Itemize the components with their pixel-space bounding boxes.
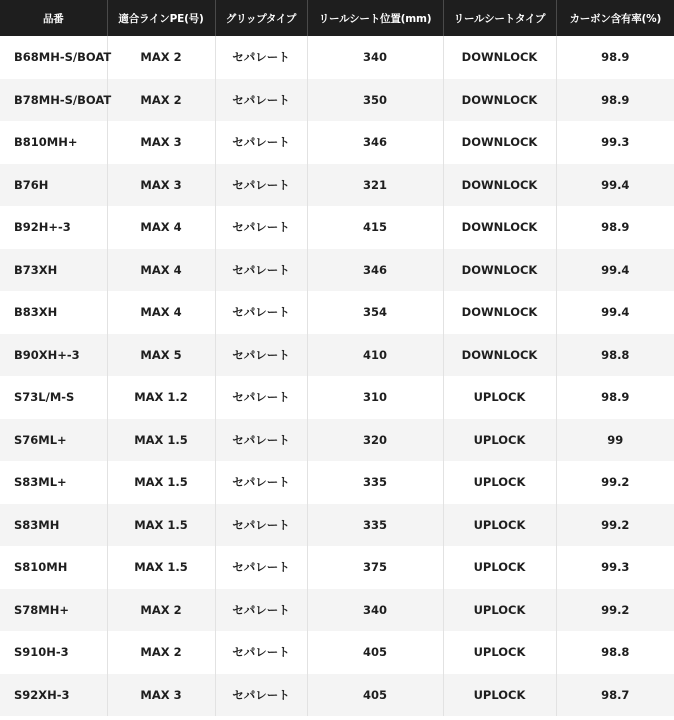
line-pe-cell: MAX 1.5 bbox=[107, 504, 215, 547]
table-row bbox=[0, 249, 674, 292]
table-row bbox=[0, 79, 674, 122]
grip-type-cell: セパレート bbox=[215, 164, 307, 207]
model-cell: S92XH-3 bbox=[0, 674, 107, 717]
header-reel-seat-type: リールシートタイプ bbox=[443, 0, 556, 36]
model-cell: B76H bbox=[0, 164, 107, 207]
line-pe-cell: MAX 2 bbox=[107, 631, 215, 674]
grip-type-cell: セパレート bbox=[215, 36, 307, 79]
line-pe-cell: MAX 5 bbox=[107, 334, 215, 377]
line-pe-cell: MAX 2 bbox=[107, 79, 215, 122]
grip-type-cell: セパレート bbox=[215, 589, 307, 632]
line-pe-cell: MAX 2 bbox=[107, 589, 215, 632]
reel-seat-type-cell: UPLOCK bbox=[443, 419, 556, 462]
table-header-row bbox=[0, 0, 674, 36]
grip-type-cell: セパレート bbox=[215, 546, 307, 589]
table-row bbox=[0, 291, 674, 334]
grip-type-cell: セパレート bbox=[215, 121, 307, 164]
model-cell: S76ML+ bbox=[0, 419, 107, 462]
reel-seat-position-cell: 320 bbox=[307, 419, 443, 462]
table-row bbox=[0, 546, 674, 589]
reel-seat-type-cell: DOWNLOCK bbox=[443, 291, 556, 334]
reel-seat-type-cell: DOWNLOCK bbox=[443, 164, 556, 207]
reel-seat-position-cell: 354 bbox=[307, 291, 443, 334]
table-row bbox=[0, 206, 674, 249]
reel-seat-type-cell: UPLOCK bbox=[443, 461, 556, 504]
carbon-content-cell: 98.8 bbox=[601, 347, 630, 362]
model-cell: S810MH bbox=[0, 546, 107, 589]
model-cell: B78MH-S/BOAT bbox=[0, 79, 107, 122]
carbon-content-cell: 99.4 bbox=[601, 262, 630, 277]
table-row bbox=[0, 504, 674, 547]
header-carbon-content: カーボン含有率(%) bbox=[569, 12, 662, 25]
grip-type-cell: セパレート bbox=[215, 419, 307, 462]
header-line-pe: 適合ラインPE(号) bbox=[107, 0, 215, 36]
table-row bbox=[0, 164, 674, 207]
line-pe-cell: MAX 3 bbox=[107, 121, 215, 164]
reel-seat-type-cell: UPLOCK bbox=[443, 504, 556, 547]
table-row bbox=[0, 334, 674, 377]
model-cell: S78MH+ bbox=[0, 589, 107, 632]
carbon-content-cell: 98.9 bbox=[601, 220, 630, 235]
line-pe-cell: MAX 3 bbox=[107, 164, 215, 207]
carbon-content-cell: 99 bbox=[607, 432, 624, 447]
reel-seat-type-cell: DOWNLOCK bbox=[443, 249, 556, 292]
line-pe-cell: MAX 2 bbox=[107, 36, 215, 79]
table-row bbox=[0, 419, 674, 462]
carbon-content-cell: 99.3 bbox=[601, 560, 630, 575]
reel-seat-position-cell: 335 bbox=[307, 504, 443, 547]
grip-type-cell: セパレート bbox=[215, 291, 307, 334]
carbon-content-cell: 99.2 bbox=[601, 517, 630, 532]
reel-seat-type-cell: DOWNLOCK bbox=[443, 206, 556, 249]
reel-seat-position-cell: 340 bbox=[307, 589, 443, 632]
model-cell: B73XH bbox=[0, 249, 107, 292]
carbon-content-cell: 99.4 bbox=[601, 305, 630, 320]
reel-seat-position-cell: 405 bbox=[307, 631, 443, 674]
line-pe-cell: MAX 4 bbox=[107, 249, 215, 292]
model-cell: B90XH+-3 bbox=[0, 334, 107, 377]
table-row bbox=[0, 376, 674, 419]
carbon-content-cell: 99.3 bbox=[601, 135, 630, 150]
grip-type-cell: セパレート bbox=[215, 461, 307, 504]
reel-seat-position-cell: 321 bbox=[307, 164, 443, 207]
table-row bbox=[0, 36, 674, 79]
model-cell: B92H+-3 bbox=[0, 206, 107, 249]
grip-type-cell: セパレート bbox=[215, 674, 307, 717]
table-row bbox=[0, 631, 674, 674]
line-pe-cell: MAX 1.5 bbox=[107, 419, 215, 462]
line-pe-cell: MAX 1.5 bbox=[107, 461, 215, 504]
header-grip-type: グリップタイプ bbox=[215, 0, 307, 36]
model-cell: S910H-3 bbox=[0, 631, 107, 674]
line-pe-cell: MAX 1.5 bbox=[107, 546, 215, 589]
model-cell: S73L/M-S bbox=[0, 376, 107, 419]
reel-seat-type-cell: UPLOCK bbox=[443, 674, 556, 717]
model-cell: B83XH bbox=[0, 291, 107, 334]
carbon-content-cell: 99.4 bbox=[601, 177, 630, 192]
carbon-content-cell: 99.2 bbox=[601, 602, 630, 617]
reel-seat-position-cell: 335 bbox=[307, 461, 443, 504]
header-model-number: 品番 bbox=[0, 0, 107, 36]
grip-type-cell: セパレート bbox=[215, 334, 307, 377]
grip-type-cell: セパレート bbox=[215, 206, 307, 249]
line-pe-cell: MAX 1.2 bbox=[107, 376, 215, 419]
reel-seat-type-cell: UPLOCK bbox=[443, 376, 556, 419]
reel-seat-position-cell: 346 bbox=[307, 249, 443, 292]
reel-seat-position-cell: 340 bbox=[307, 36, 443, 79]
carbon-content-cell: 98.9 bbox=[601, 390, 630, 405]
reel-seat-position-cell: 310 bbox=[307, 376, 443, 419]
reel-seat-position-cell: 415 bbox=[307, 206, 443, 249]
table-row bbox=[0, 121, 674, 164]
grip-type-cell: セパレート bbox=[215, 631, 307, 674]
model-cell: B68MH-S/BOAT bbox=[0, 36, 107, 79]
reel-seat-position-cell: 410 bbox=[307, 334, 443, 377]
model-cell: B810MH+ bbox=[0, 121, 107, 164]
reel-seat-type-cell: DOWNLOCK bbox=[443, 79, 556, 122]
reel-seat-position-cell: 375 bbox=[307, 546, 443, 589]
carbon-content-cell: 98.7 bbox=[601, 687, 630, 702]
line-pe-cell: MAX 3 bbox=[107, 674, 215, 717]
table-row bbox=[0, 589, 674, 632]
table-row bbox=[0, 674, 674, 717]
carbon-content-cell: 99.2 bbox=[601, 475, 630, 490]
table-row bbox=[0, 461, 674, 504]
carbon-content-cell: 98.8 bbox=[601, 645, 630, 660]
line-pe-cell: MAX 4 bbox=[107, 206, 215, 249]
grip-type-cell: セパレート bbox=[215, 504, 307, 547]
reel-seat-position-cell: 350 bbox=[307, 79, 443, 122]
line-pe-cell: MAX 4 bbox=[107, 291, 215, 334]
grip-type-cell: セパレート bbox=[215, 79, 307, 122]
model-cell: S83MH bbox=[0, 504, 107, 547]
carbon-content-cell: 98.9 bbox=[601, 92, 630, 107]
reel-seat-type-cell: DOWNLOCK bbox=[443, 334, 556, 377]
reel-seat-type-cell: UPLOCK bbox=[443, 631, 556, 674]
reel-seat-type-cell: DOWNLOCK bbox=[443, 36, 556, 79]
carbon-content-cell: 98.9 bbox=[601, 50, 630, 65]
grip-type-cell: セパレート bbox=[215, 249, 307, 292]
reel-seat-position-cell: 405 bbox=[307, 674, 443, 717]
reel-seat-type-cell: UPLOCK bbox=[443, 546, 556, 589]
reel-seat-type-cell: UPLOCK bbox=[443, 589, 556, 632]
model-cell: S83ML+ bbox=[0, 461, 107, 504]
grip-type-cell: セパレート bbox=[215, 376, 307, 419]
header-reel-seat-position: リールシート位置(mm) bbox=[307, 0, 443, 36]
reel-seat-position-cell: 346 bbox=[307, 121, 443, 164]
table-body bbox=[0, 36, 674, 716]
reel-seat-type-cell: DOWNLOCK bbox=[443, 121, 556, 164]
